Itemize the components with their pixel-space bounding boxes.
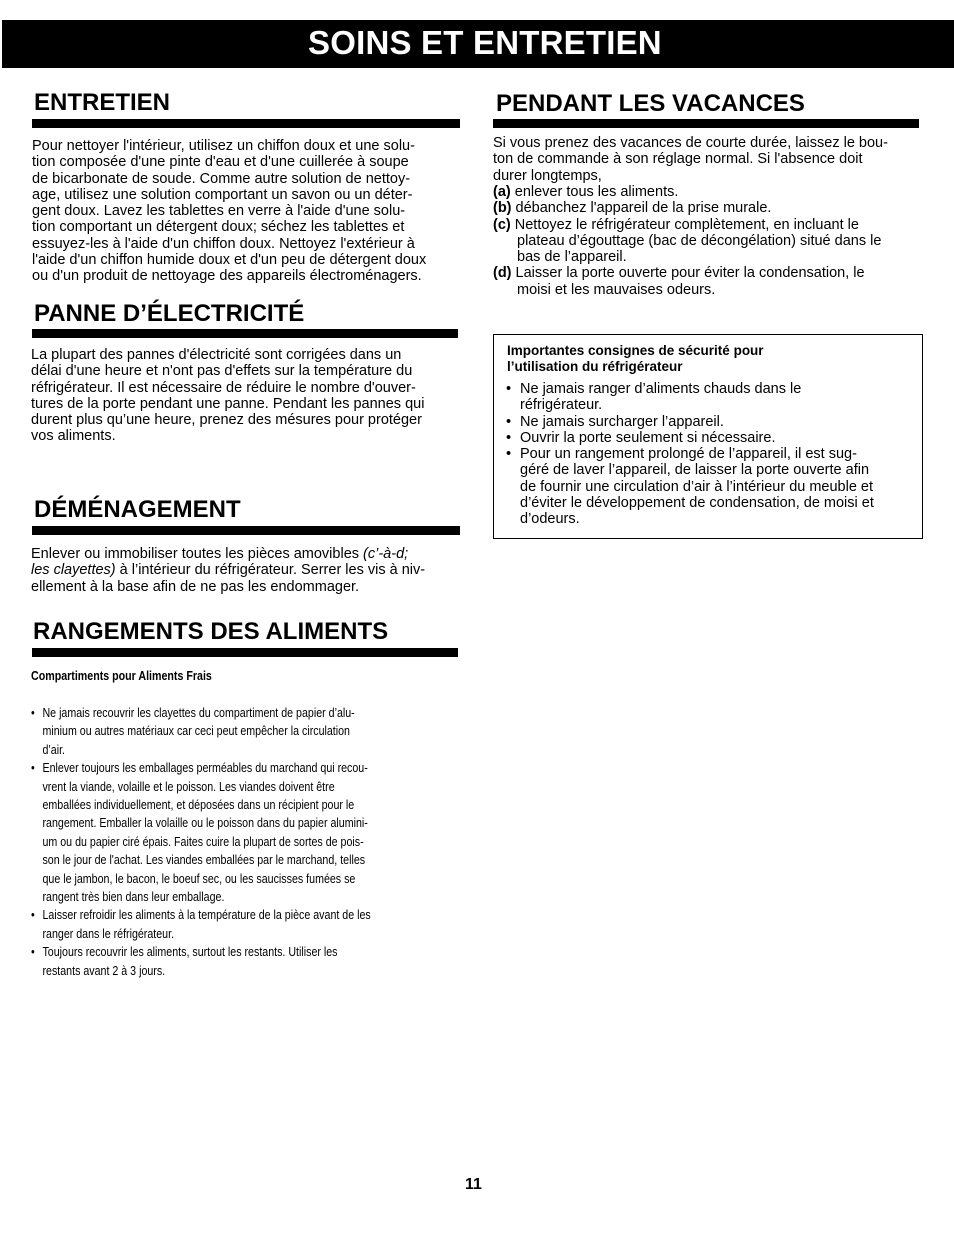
bullet-dot: • — [31, 944, 35, 960]
list-item-text: ranger dans le réfrigérateur. — [42, 925, 175, 941]
list-item-line — [506, 479, 874, 495]
safety-title — [507, 343, 764, 375]
section-rule — [32, 648, 458, 657]
list-item-text: réfrigérateur. — [520, 397, 603, 414]
bullet-dot: • — [506, 413, 512, 430]
bullet-dot: • — [31, 760, 35, 776]
list-item-text: son le jour de l'achat. Les viandes emballées par le marchand, telles — [42, 852, 366, 868]
section-rule — [493, 119, 919, 128]
list-item-text: Nettoyez le réfrigérateur complètement, en incluant le — [514, 216, 859, 233]
paragraph-line: essuyez-les à l'aide d'un chiffon doux. Nettoyez l'extérieur à — [32, 235, 415, 252]
list-item-line — [506, 446, 874, 462]
paragraph-line: l'aide d'un chiffon humide doux et d'un peu de détergent doux — [32, 252, 427, 269]
paragraph-line: vos aliments. — [31, 428, 116, 445]
list-item-line — [493, 265, 881, 281]
list-item-text: de fournir une circulation d’air à l’intérieur du meuble et — [520, 478, 874, 495]
section-rule — [32, 329, 458, 338]
paragraph-line: tion comportant un détergent doux; séchez les tablettes et — [32, 219, 405, 236]
list-item-text: Laisser refroidir les aliments à la température de la pièce avant de les — [42, 907, 371, 923]
list-item-text: rangement. Emballer la volaille ou le poisson dans du papier alumini- — [42, 815, 368, 831]
paragraph-line: age, utilisez une solution comportant un savon ou un déter- — [32, 186, 413, 203]
list-item-text: bas de l’appareil. — [517, 249, 627, 266]
section-title-vacances: PENDANT LES VACANCES — [496, 90, 805, 117]
list-item-line — [506, 414, 874, 430]
list-item-line — [31, 925, 371, 943]
list-item-text: um ou du papier ciré épais. Faites cuire la plupart de sortes de pois- — [42, 833, 364, 849]
list-letter: (b) — [493, 200, 512, 217]
section-rule — [32, 526, 460, 535]
paragraph-line: ton de commande à son réglage normal. Si l'absence doit — [493, 151, 863, 168]
list-item-text: Ne jamais recouvrir les clayettes du compartiment de papier d’alu- — [42, 705, 355, 720]
safety-list — [506, 381, 874, 528]
paragraph-line: Si vous prenez des vacances de courte durée, laissez le bou- — [493, 135, 888, 151]
list-item-text: Enlever toujours les emballages perméables du marchand qui recou- — [42, 760, 368, 776]
list-item-text: vrent la viande, volaille et le poisson. Les viandes doivent être — [42, 778, 335, 794]
list-letter: (d) — [493, 265, 512, 282]
list-item-text: Ouvrir la porte seulement si nécessaire. — [520, 429, 776, 446]
list-item-line — [506, 462, 874, 478]
list-item-text: Ne jamais surcharger l’appareil. — [520, 413, 724, 430]
page-number: 11 — [465, 1176, 482, 1193]
paragraph-line: délai d'une heure et n'ont pas d'effets sur la température du — [31, 363, 413, 380]
rangements-list — [31, 704, 371, 980]
list-item-text: d’odeurs. — [520, 511, 580, 528]
list-item-text: restants avant 2 à 3 jours. — [42, 962, 166, 978]
list-item-line — [493, 217, 881, 233]
list-letter: (c) — [493, 216, 511, 233]
section-title-entretien: ENTRETIEN — [34, 89, 171, 116]
list-letter: (a) — [493, 184, 511, 200]
list-item-line — [31, 962, 371, 980]
list-item-line — [506, 430, 874, 446]
paragraph-line: de bicarbonate de soude. Comme autre solution de nettoy- — [32, 170, 411, 187]
list-item-line — [31, 943, 371, 961]
demenagement-paragraph: Enlever ou immobiliser toutes les pièces amovibles (c’-à-d; les clayettes) à l’intérieur du réfrigérateur. Serrer les vis à niv- ellement à la base afin de ne pas les endommager. — [31, 546, 426, 595]
list-item-text: Pour un rangement prolongé de l’appareil, il est sug- — [520, 446, 857, 463]
list-item-line — [506, 511, 874, 527]
list-item-text: Toujours recouvrir les aliments, surtout les restants. Utiliser les — [42, 944, 338, 960]
list-item-text: minium ou autres matériaux car ceci peut empêcher la circulation — [42, 723, 350, 739]
list-item-line — [506, 381, 874, 397]
list-item-line — [31, 704, 371, 722]
list-item-text: emballées individuellement, et déposées dans un récipient pour le — [42, 797, 355, 813]
list-item-line — [493, 233, 881, 249]
section-rule — [32, 119, 460, 128]
list-item-line — [493, 200, 881, 216]
rangements-subtitle: Compartiments pour Aliments Frais — [31, 668, 212, 683]
page-title: SOINS ET ENTRETIEN — [308, 24, 662, 61]
list-item-text: Ne jamais ranger d’aliments chauds dans le — [520, 381, 802, 397]
bullet-dot: • — [506, 381, 512, 397]
list-item-text: que le jambon, le bacon, le boeuf sec, ou les saucisses fumées se — [42, 870, 356, 886]
list-item-line — [31, 778, 371, 796]
section-title-demenagement: DÉMÉNAGEMENT — [34, 496, 241, 523]
list-item-text: Laisser la porte ouverte pour éviter la condensation, le — [515, 265, 865, 282]
list-item-line — [31, 888, 371, 906]
vacances-intro — [493, 135, 888, 184]
paragraph-line: tion composée d'une pinte d'eau et d'une cuillerée à soupe — [32, 154, 409, 171]
list-item-text: débanchez l'appareil de la prise murale. — [515, 200, 772, 217]
list-item-line — [31, 851, 371, 869]
list-item-line — [31, 722, 371, 740]
list-item-text: enlever tous les aliments. — [514, 184, 679, 200]
list-item-text: géré de laver l’appareil, de laisser la porte ouverte afin — [520, 462, 870, 479]
paragraph-line: La plupart des pannes d'électricité sont corrigées dans un — [31, 347, 402, 363]
list-item-line — [31, 759, 371, 777]
list-item-line — [31, 796, 371, 814]
paragraph-line: Pour nettoyer l'intérieur, utilisez un chiffon doux et une solu- — [32, 138, 415, 154]
list-item-line — [31, 814, 371, 832]
entretien-paragraph — [32, 138, 426, 285]
list-item-text: plateau d’égouttage (bac de décongélation) situé dans le — [517, 232, 882, 249]
paragraph-line: ou d'un produit de nettoyage des appareils électroménagers. — [32, 268, 422, 285]
vacances-list — [493, 184, 881, 298]
list-item-line — [31, 833, 371, 851]
list-item-line — [493, 249, 881, 265]
bullet-dot: • — [31, 907, 35, 923]
bullet-dot: • — [31, 705, 35, 720]
list-item-line — [506, 397, 874, 413]
list-item-text: d’air. — [42, 741, 66, 757]
list-item-text: rangent très bien dans leur emballage. — [42, 889, 225, 905]
list-item-line — [493, 184, 881, 200]
bullet-dot: • — [506, 429, 512, 446]
list-item-text: moisi et les mauvaises odeurs. — [517, 281, 716, 298]
list-item-line — [31, 906, 371, 924]
list-item-line — [31, 741, 371, 759]
list-item-line — [506, 495, 874, 511]
safety-title-line: l’utilisation du réfrigérateur — [507, 359, 683, 374]
paragraph-line: durent plus qu’une heure, prenez des mésures pour protéger — [31, 412, 422, 429]
header-banner — [2, 20, 954, 68]
bullet-dot: • — [506, 446, 512, 463]
paragraph-line: gent doux. Lavez les tablettes en verre à l'aide d'une solu- — [32, 203, 406, 220]
list-item-line — [493, 282, 881, 298]
panne-paragraph — [31, 347, 424, 445]
safety-title-line: Importantes consignes de sécurité pour — [507, 343, 764, 358]
list-item-line — [31, 870, 371, 888]
paragraph-line: tures de la porte pendant une panne. Pendant les pannes qui — [31, 395, 425, 412]
section-title-panne: PANNE D’ÉLECTRICITÉ — [34, 300, 305, 327]
safety-box — [493, 334, 923, 539]
paragraph-line: réfrigérateur. Il est nécessaire de réduire le nombre d'ouver- — [31, 379, 416, 396]
paragraph-line: durer longtemps, — [493, 167, 602, 184]
section-title-rangements: RANGEMENTS DES ALIMENTS — [33, 618, 389, 645]
list-item-text: d’éviter le développement de condensation, de moisi et — [520, 495, 874, 512]
